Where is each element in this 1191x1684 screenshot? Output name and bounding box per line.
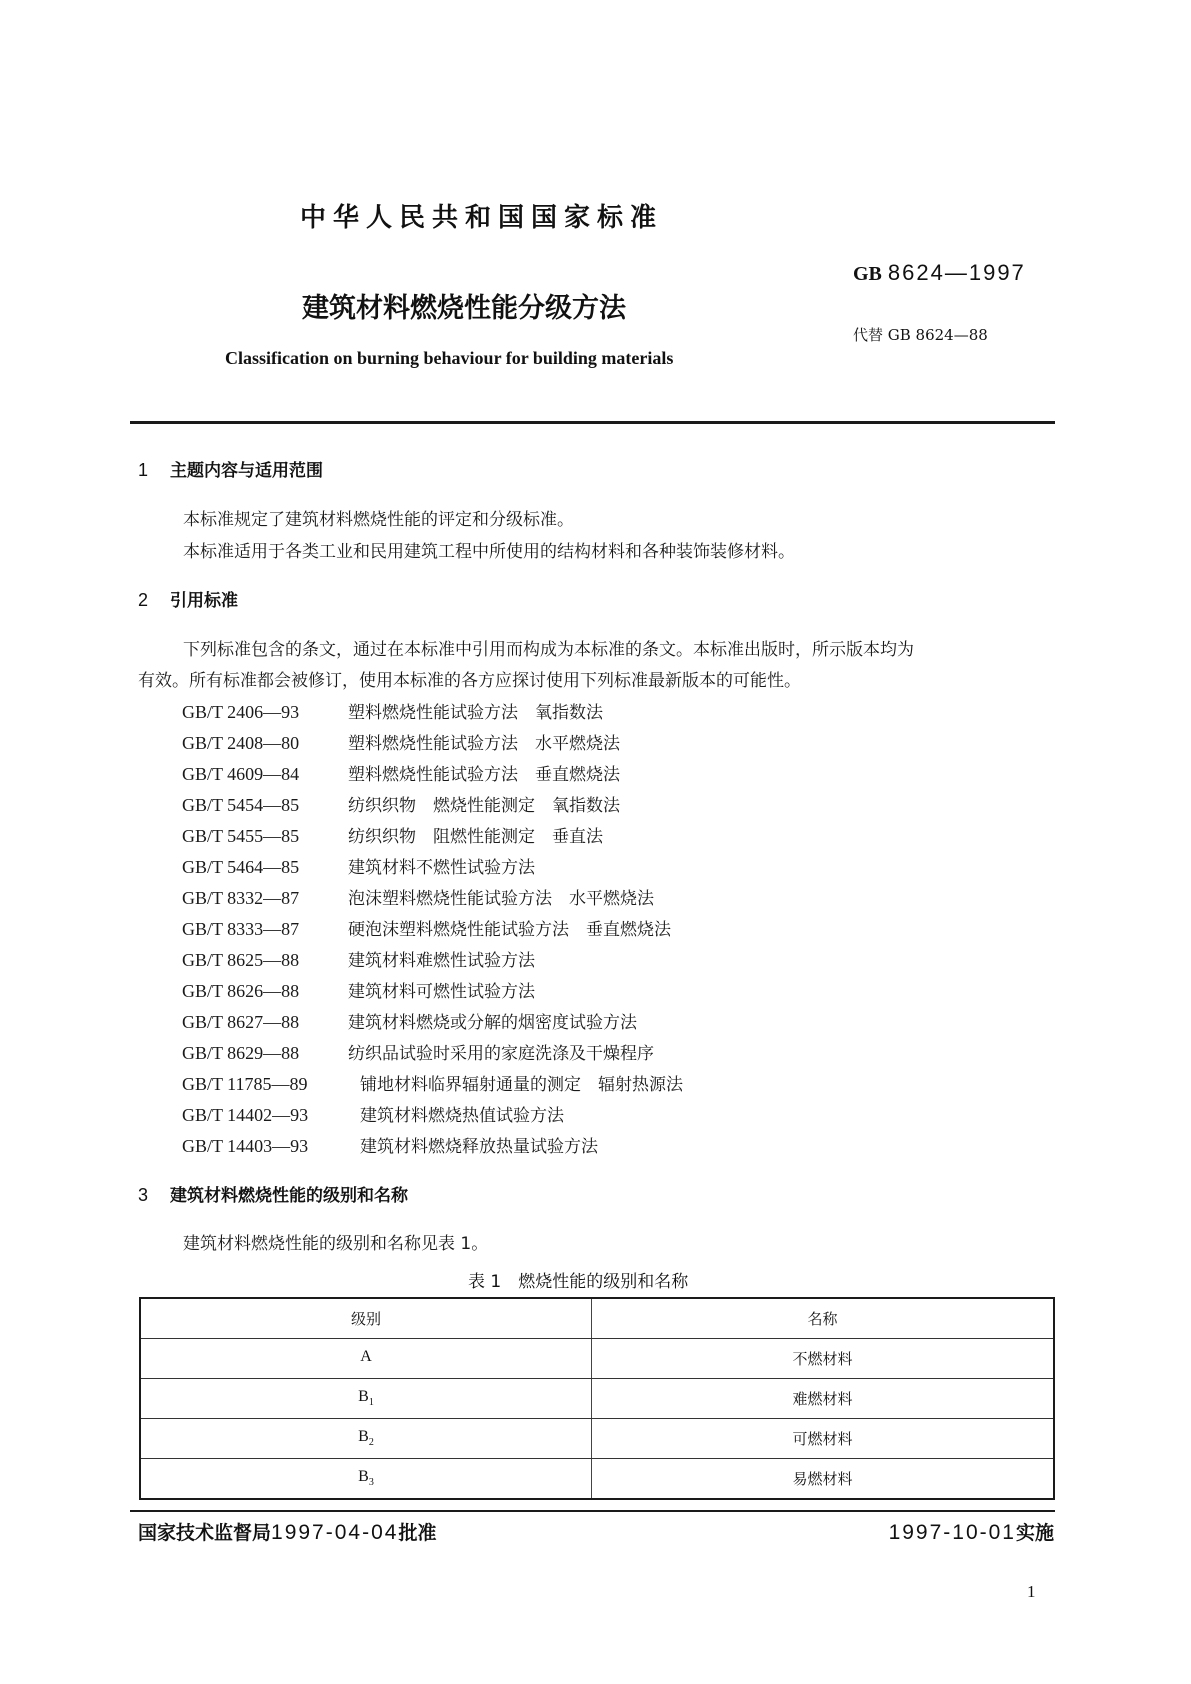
section-3-heading: [138, 1181, 408, 1206]
header-divider: [130, 421, 1055, 424]
table-header-row: [140, 1298, 1054, 1339]
reference-item: [182, 1132, 598, 1157]
column-header-grade: 级别: [140, 1298, 592, 1339]
effective-suffix: 实施: [1015, 1522, 1054, 1544]
grade-cell: [140, 1459, 592, 1500]
reference-title: 铺地材料临界辐射通量的测定 辐射热源法: [360, 1075, 683, 1095]
replaces-standard: 代替 GB 8624—88: [853, 326, 988, 344]
reference-code: GB/T 14403—93: [182, 1136, 309, 1156]
grade-cell: [140, 1419, 592, 1459]
reference-item: [182, 760, 620, 785]
reference-code: GB/T 5455—85: [182, 826, 300, 846]
section-title: 建筑材料燃烧性能的级别和名称: [170, 1186, 408, 1206]
approval-date: 1997-04-04: [271, 1521, 399, 1544]
reference-code: GB/T 2406—93: [182, 702, 300, 722]
reference-item: [182, 791, 620, 816]
name-cell: 不燃材料: [592, 1339, 1055, 1379]
reference-code: GB/T 11785—89: [182, 1074, 308, 1094]
reference-code: GB/T 8625—88: [182, 950, 300, 970]
reference-code: GB/T 8629—88: [182, 1043, 300, 1063]
reference-item: [182, 822, 603, 847]
grade-cell: [140, 1379, 592, 1419]
reference-code: GB/T 8333—87: [182, 919, 300, 939]
reference-code: GB/T 4609—84: [182, 764, 300, 784]
standard-code: [853, 260, 1026, 286]
reference-code: GB/T 14402—93: [182, 1105, 309, 1125]
grade-cell: [140, 1339, 592, 1379]
section-title: 主题内容与适用范围: [170, 461, 323, 481]
reference-title: 纺织品试验时采用的家庭洗涤及干燥程序: [348, 1044, 654, 1064]
reference-title: 硬泡沫塑料燃烧性能试验方法 垂直燃烧法: [348, 920, 671, 940]
name-cell: 可燃材料: [592, 1419, 1055, 1459]
reference-item: [182, 1101, 564, 1126]
column-header-name: 名称: [592, 1298, 1055, 1339]
section-number: 3: [138, 1185, 149, 1205]
reference-title: 建筑材料不燃性试验方法: [348, 858, 535, 878]
approval-suffix: 批准: [398, 1522, 437, 1544]
section-number: 1: [138, 460, 149, 480]
reference-item: [182, 915, 671, 940]
section-number: 2: [138, 590, 149, 610]
document-title: 建筑材料燃烧性能分级方法: [302, 293, 626, 324]
standard-code-prefix: GB: [853, 263, 882, 285]
effective-date: 1997-10-01: [888, 1521, 1016, 1544]
grade-letter: A: [360, 1348, 372, 1366]
grade-letter: B: [358, 1428, 369, 1446]
section-1-heading: [138, 456, 323, 481]
table-row: [140, 1339, 1054, 1379]
grade-subscript: 3: [368, 1477, 374, 1489]
section-title: 引用标准: [170, 591, 238, 611]
reference-item: [182, 977, 535, 1002]
reference-title: 塑料燃烧性能试验方法 水平燃烧法: [348, 734, 620, 754]
reference-title: 纺织织物 阻燃性能测定 垂直法: [348, 827, 603, 847]
standard-code-number: 8624—1997: [887, 260, 1026, 285]
section-2-paragraph-line-2: 有效。所有标准都会被修订，使用本标准的各方应探讨使用下列标准最新版本的可能性。: [138, 671, 801, 691]
reference-title: 建筑材料燃烧热值试验方法: [360, 1106, 564, 1126]
table-row: [140, 1459, 1054, 1500]
effective-line: [889, 1518, 1054, 1545]
page-number: 1: [1027, 1582, 1036, 1601]
approval-line: [138, 1518, 436, 1545]
section-2-heading: [138, 586, 238, 611]
reference-title: 建筑材料可燃性试验方法: [348, 982, 535, 1002]
reference-item: [182, 729, 620, 754]
section-3-paragraph: 建筑材料燃烧性能的级别和名称见表 1。: [183, 1234, 489, 1254]
reference-code: GB/T 5464—85: [182, 857, 300, 877]
reference-item: [182, 1008, 637, 1033]
reference-code: GB/T 5454—85: [182, 795, 300, 815]
document-title-english: Classification on burning behaviour for building materials: [225, 348, 674, 368]
reference-code: GB/T 8332—87: [182, 888, 300, 908]
approving-authority: 国家技术监督局: [138, 1522, 272, 1544]
reference-item: [182, 853, 535, 878]
grade-subscript: 1: [368, 1397, 374, 1409]
table-row: [140, 1379, 1054, 1419]
grade-letter: B: [358, 1468, 369, 1486]
reference-item: [182, 884, 654, 909]
reference-code: GB/T 8626—88: [182, 981, 300, 1001]
reference-title: 纺织织物 燃烧性能测定 氧指数法: [348, 796, 620, 816]
table-row: [140, 1419, 1054, 1459]
reference-title: 建筑材料燃烧或分解的烟密度试验方法: [348, 1013, 637, 1033]
footer-divider: [130, 1510, 1055, 1512]
reference-title: 建筑材料难燃性试验方法: [348, 951, 535, 971]
name-cell: 易燃材料: [592, 1459, 1055, 1500]
section-2-paragraph-line-1: 下列标准包含的条文，通过在本标准中引用而构成为本标准的条文。本标准出版时，所示版本均为: [183, 640, 914, 660]
reference-title: 泡沫塑料燃烧性能试验方法 水平燃烧法: [348, 889, 654, 909]
table-caption: 表 1 燃烧性能的级别和名称: [468, 1272, 689, 1292]
country-standard-heading: 中华人民共和国国家标准: [300, 203, 664, 233]
grade-table: [139, 1297, 1055, 1500]
reference-item: [182, 946, 535, 971]
name-cell: 难燃材料: [592, 1379, 1055, 1419]
section-1-paragraph-1: 本标准规定了建筑材料燃烧性能的评定和分级标准。: [183, 510, 574, 530]
reference-title: 塑料燃烧性能试验方法 氧指数法: [348, 703, 603, 723]
reference-item: [182, 1070, 683, 1095]
reference-title: 建筑材料燃烧释放热量试验方法: [360, 1137, 598, 1157]
reference-item: [182, 1039, 654, 1064]
reference-code: GB/T 2408—80: [182, 733, 300, 753]
section-1-paragraph-2: 本标准适用于各类工业和民用建筑工程中所使用的结构材料和各种装饰装修材料。: [183, 542, 795, 562]
reference-code: GB/T 8627—88: [182, 1012, 300, 1032]
grade-subscript: 2: [368, 1437, 374, 1449]
reference-item: [182, 698, 603, 723]
reference-title: 塑料燃烧性能试验方法 垂直燃烧法: [348, 765, 620, 785]
grade-letter: B: [358, 1388, 369, 1406]
